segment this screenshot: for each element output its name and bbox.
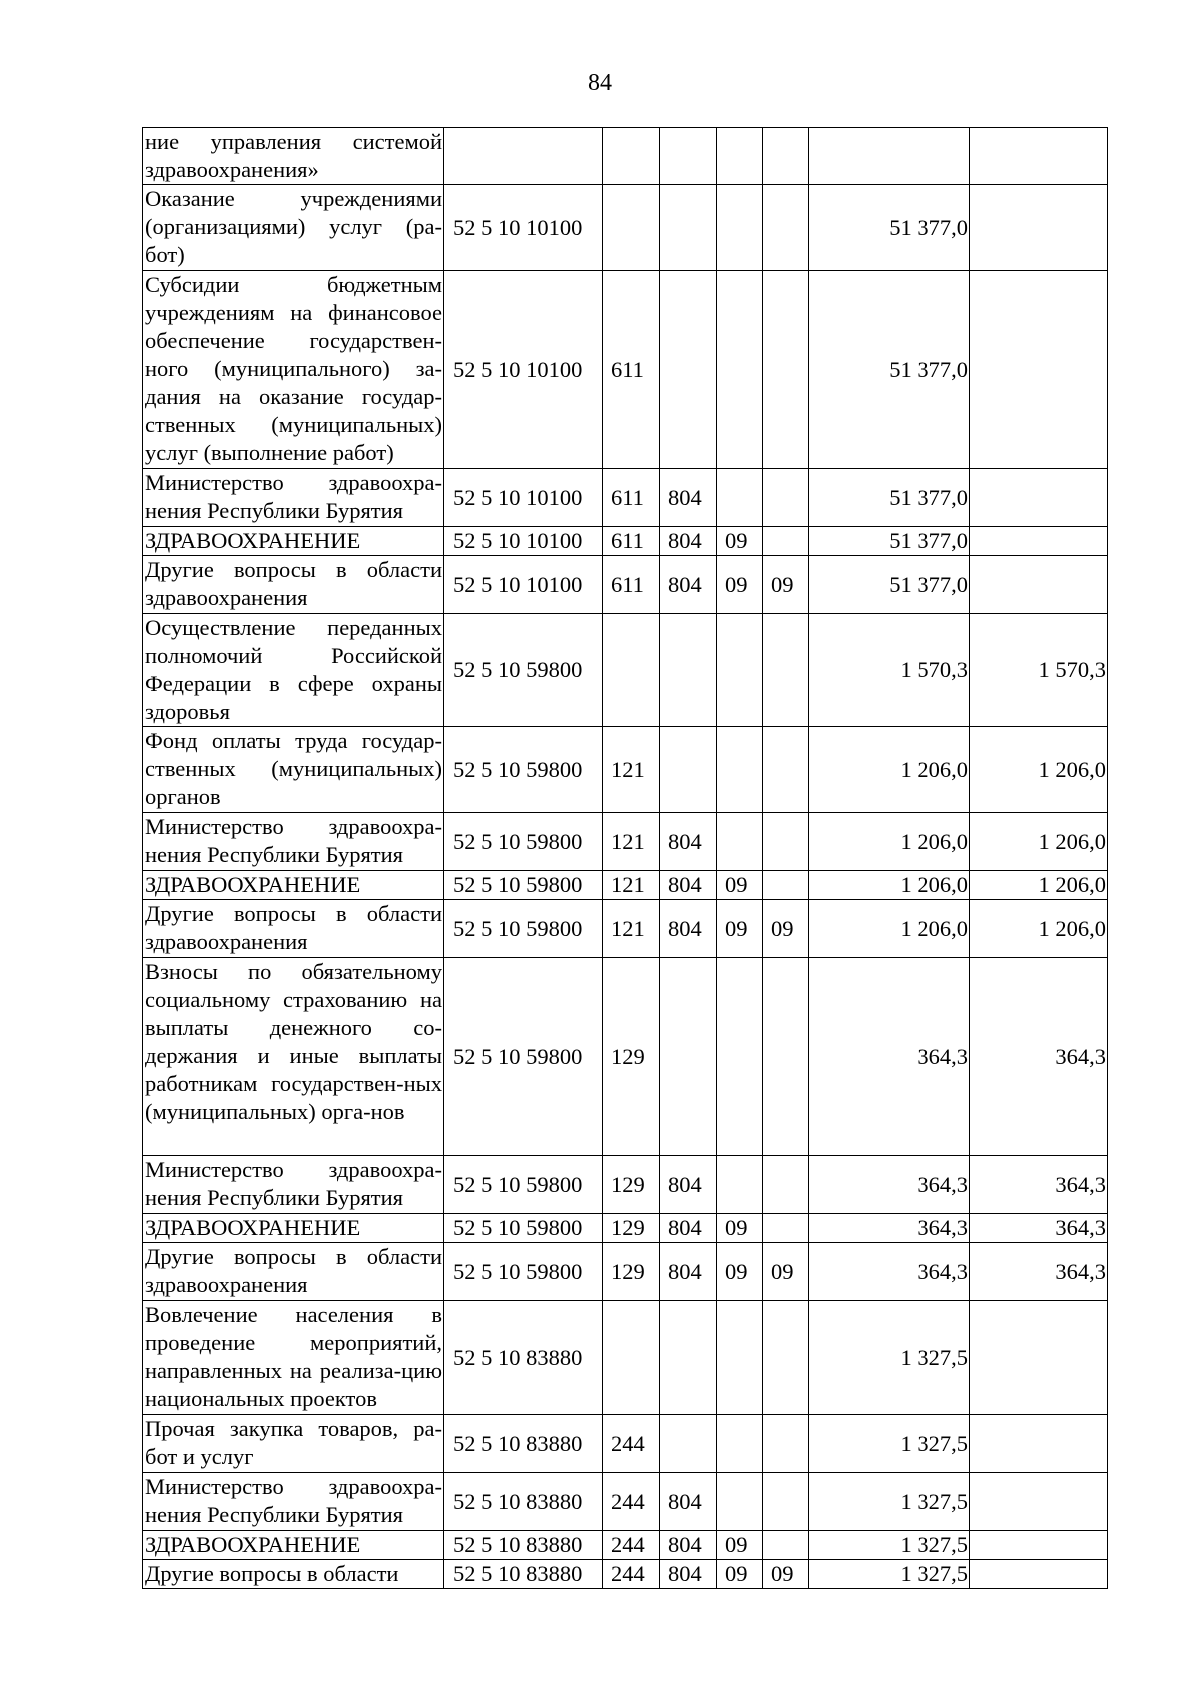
- row-sum-2: 1 206,0: [970, 900, 1108, 958]
- row-name: ЗДРАВООХРАНЕНИЕ: [143, 1214, 444, 1243]
- row-rz: 09: [717, 1560, 763, 1589]
- row-code: 52 5 10 59800: [444, 871, 603, 900]
- row-sum-2: 1 570,3: [970, 614, 1108, 727]
- row-sum-1: 51 377,0: [809, 556, 970, 614]
- row-pr: [763, 1214, 809, 1243]
- row-rz: 09: [717, 1531, 763, 1560]
- row-sum-2: [970, 1531, 1108, 1560]
- row-pr: [763, 958, 809, 1156]
- row-grbs: [660, 1301, 717, 1415]
- row-sum-1: 1 327,5: [809, 1415, 970, 1473]
- table-row: [143, 469, 1108, 527]
- row-vr: 611: [603, 527, 660, 556]
- row-sum-2: 364,3: [970, 1156, 1108, 1214]
- row-sum-1: 51 377,0: [809, 271, 970, 469]
- row-code: 52 5 10 83880: [444, 1415, 603, 1473]
- row-sum-1: 364,3: [809, 1156, 970, 1214]
- row-sum-1: 364,3: [809, 1214, 970, 1243]
- table-row: [143, 1531, 1108, 1560]
- table-row: [143, 185, 1108, 271]
- row-grbs: 804: [660, 527, 717, 556]
- table-row: [143, 1214, 1108, 1243]
- row-sum-1: 1 570,3: [809, 614, 970, 727]
- table-row: [143, 128, 1108, 185]
- row-name: Вовлечение населения в проведение мероприятий, направленных на реализа-цию национальных проектов: [143, 1301, 444, 1415]
- row-vr: 129: [603, 1243, 660, 1301]
- table-row: [143, 614, 1108, 727]
- row-code: 52 5 10 59800: [444, 1214, 603, 1243]
- row-grbs: 804: [660, 813, 717, 871]
- row-sum-1: 1 206,0: [809, 727, 970, 813]
- table-row: [143, 527, 1108, 556]
- row-sum-2: 364,3: [970, 1243, 1108, 1301]
- row-sum-1: [809, 128, 970, 185]
- row-sum-1: 1 327,5: [809, 1531, 970, 1560]
- row-name: Министерство здравоохра-нения Республики Бурятия: [143, 469, 444, 527]
- row-sum-2: [970, 1473, 1108, 1531]
- row-sum-2: [970, 271, 1108, 469]
- row-sum-2: [970, 527, 1108, 556]
- row-pr: 09: [763, 900, 809, 958]
- row-code: 52 5 10 59800: [444, 958, 603, 1156]
- table-row: [143, 1473, 1108, 1531]
- row-vr: 244: [603, 1531, 660, 1560]
- row-rz: [717, 128, 763, 185]
- row-code: 52 5 10 83880: [444, 1560, 603, 1589]
- row-pr: [763, 1531, 809, 1560]
- row-code: 52 5 10 59800: [444, 1243, 603, 1301]
- row-rz: 09: [717, 900, 763, 958]
- row-rz: 09: [717, 1214, 763, 1243]
- row-sum-1: 51 377,0: [809, 527, 970, 556]
- table-row: [143, 1156, 1108, 1214]
- row-rz: 09: [717, 527, 763, 556]
- row-rz: [717, 185, 763, 271]
- row-pr: [763, 185, 809, 271]
- row-pr: [763, 1415, 809, 1473]
- row-sum-1: 1 327,5: [809, 1560, 970, 1589]
- row-rz: [717, 958, 763, 1156]
- table-row: [143, 1560, 1108, 1589]
- row-name: Прочая закупка товаров, ра-бот и услуг: [143, 1415, 444, 1473]
- row-pr: 09: [763, 1560, 809, 1589]
- row-code: 52 5 10 83880: [444, 1473, 603, 1531]
- row-pr: [763, 128, 809, 185]
- row-vr: 129: [603, 1156, 660, 1214]
- row-code: 52 5 10 59800: [444, 900, 603, 958]
- row-sum-2: [970, 556, 1108, 614]
- row-code: 52 5 10 59800: [444, 1156, 603, 1214]
- row-sum-2: [970, 1301, 1108, 1415]
- row-pr: 09: [763, 556, 809, 614]
- row-vr: 244: [603, 1415, 660, 1473]
- row-code: 52 5 10 10100: [444, 271, 603, 469]
- row-vr: 244: [603, 1473, 660, 1531]
- row-pr: [763, 469, 809, 527]
- row-grbs: 804: [660, 900, 717, 958]
- row-vr: 611: [603, 271, 660, 469]
- row-vr: 129: [603, 1214, 660, 1243]
- row-vr: 129: [603, 958, 660, 1156]
- row-name: Министерство здравоохра-нения Республики Бурятия: [143, 813, 444, 871]
- row-sum-1: 1 206,0: [809, 900, 970, 958]
- table-row: [143, 958, 1108, 1156]
- row-name: Другие вопросы в области: [143, 1560, 444, 1589]
- row-code: 52 5 10 83880: [444, 1301, 603, 1415]
- row-grbs: [660, 185, 717, 271]
- row-sum-1: 364,3: [809, 958, 970, 1156]
- row-name: ЗДРАВООХРАНЕНИЕ: [143, 871, 444, 900]
- row-rz: [717, 813, 763, 871]
- row-rz: [717, 469, 763, 527]
- row-code: 52 5 10 59800: [444, 813, 603, 871]
- row-pr: [763, 871, 809, 900]
- row-sum-2: 1 206,0: [970, 871, 1108, 900]
- row-grbs: [660, 958, 717, 1156]
- table-row: [143, 271, 1108, 469]
- table-row: [143, 1415, 1108, 1473]
- row-sum-2: [970, 1560, 1108, 1589]
- row-name: Осуществление переданных полномочий Российской Федерации в сфере охраны здоровья: [143, 614, 444, 727]
- row-grbs: [660, 727, 717, 813]
- row-name: Другие вопросы в области здравоохранения: [143, 1243, 444, 1301]
- row-vr: [603, 128, 660, 185]
- row-sum-1: 1 206,0: [809, 871, 970, 900]
- row-rz: 09: [717, 871, 763, 900]
- row-sum-2: [970, 185, 1108, 271]
- row-rz: [717, 1415, 763, 1473]
- row-vr: 244: [603, 1560, 660, 1589]
- row-rz: [717, 614, 763, 727]
- table-row: [143, 813, 1108, 871]
- table-row: [143, 556, 1108, 614]
- row-sum-1: 1 327,5: [809, 1301, 970, 1415]
- row-pr: [763, 271, 809, 469]
- table-row: [143, 871, 1108, 900]
- row-code: 52 5 10 10100: [444, 185, 603, 271]
- row-code: 52 5 10 59800: [444, 727, 603, 813]
- row-name: Министерство здравоохра-нения Республики Бурятия: [143, 1156, 444, 1214]
- row-vr: 611: [603, 556, 660, 614]
- row-vr: 611: [603, 469, 660, 527]
- row-grbs: 804: [660, 1156, 717, 1214]
- row-grbs: 804: [660, 1214, 717, 1243]
- row-pr: [763, 614, 809, 727]
- row-sum-1: 51 377,0: [809, 185, 970, 271]
- row-grbs: [660, 614, 717, 727]
- budget-table: [142, 127, 1108, 1589]
- row-sum-2: 1 206,0: [970, 727, 1108, 813]
- row-name: Фонд оплаты труда государ-ственных (муниципальных) органов: [143, 727, 444, 813]
- row-sum-2: [970, 469, 1108, 527]
- row-code: [444, 128, 603, 185]
- row-code: 52 5 10 83880: [444, 1531, 603, 1560]
- row-grbs: 804: [660, 1243, 717, 1301]
- row-rz: [717, 1473, 763, 1531]
- row-pr: 09: [763, 1243, 809, 1301]
- row-grbs: 804: [660, 1560, 717, 1589]
- row-vr: 121: [603, 900, 660, 958]
- row-vr: 121: [603, 727, 660, 813]
- row-name: Министерство здравоохра-нения Республики Бурятия: [143, 1473, 444, 1531]
- row-sum-1: 1 327,5: [809, 1473, 970, 1531]
- row-name: Субсидии бюджетным учреждениям на финансовое обеспечение государствен-ного (муниципального) за-дания на оказание государ-ственных (муниципальных) услуг (выполнение работ): [143, 271, 444, 469]
- row-vr: [603, 185, 660, 271]
- table-row: [143, 1301, 1108, 1415]
- row-code: 52 5 10 10100: [444, 556, 603, 614]
- row-code: 52 5 10 59800: [444, 614, 603, 727]
- row-grbs: 804: [660, 1473, 717, 1531]
- row-grbs: 804: [660, 556, 717, 614]
- row-vr: 121: [603, 813, 660, 871]
- row-grbs: 804: [660, 1531, 717, 1560]
- row-sum-1: 364,3: [809, 1243, 970, 1301]
- row-code: 52 5 10 10100: [444, 527, 603, 556]
- row-name: ЗДРАВООХРАНЕНИЕ: [143, 1531, 444, 1560]
- table-row: [143, 727, 1108, 813]
- row-rz: [717, 271, 763, 469]
- row-vr: [603, 614, 660, 727]
- row-name: Другие вопросы в области здравоохранения: [143, 900, 444, 958]
- row-grbs: 804: [660, 871, 717, 900]
- row-pr: [763, 1301, 809, 1415]
- row-name: Оказание учреждениями (организациями) услуг (ра-бот): [143, 185, 444, 271]
- row-grbs: 804: [660, 469, 717, 527]
- row-grbs: [660, 128, 717, 185]
- row-pr: [763, 527, 809, 556]
- row-sum-2: 364,3: [970, 1214, 1108, 1243]
- page-number: 84: [588, 70, 612, 96]
- row-rz: [717, 727, 763, 813]
- row-sum-1: 1 206,0: [809, 813, 970, 871]
- row-name: ние управления системой здравоохранения»: [143, 128, 444, 185]
- row-grbs: [660, 1415, 717, 1473]
- row-sum-2: [970, 1415, 1108, 1473]
- row-pr: [763, 1473, 809, 1531]
- row-rz: [717, 1301, 763, 1415]
- row-pr: [763, 727, 809, 813]
- row-name: Другие вопросы в области здравоохранения: [143, 556, 444, 614]
- row-name: Взносы по обязательному социальному страхованию на выплаты денежного со-держания и иные выплаты работникам государствен-ных (муниципальных) орга-нов: [143, 958, 444, 1156]
- table-row: [143, 900, 1108, 958]
- row-rz: [717, 1156, 763, 1214]
- row-grbs: [660, 271, 717, 469]
- row-rz: 09: [717, 1243, 763, 1301]
- row-pr: [763, 1156, 809, 1214]
- row-sum-2: 364,3: [970, 958, 1108, 1156]
- row-rz: 09: [717, 556, 763, 614]
- row-vr: 121: [603, 871, 660, 900]
- row-sum-2: 1 206,0: [970, 813, 1108, 871]
- row-name: ЗДРАВООХРАНЕНИЕ: [143, 527, 444, 556]
- row-sum-2: [970, 128, 1108, 185]
- row-code: 52 5 10 10100: [444, 469, 603, 527]
- table-row: [143, 1243, 1108, 1301]
- row-pr: [763, 813, 809, 871]
- row-vr: [603, 1301, 660, 1415]
- row-sum-1: 51 377,0: [809, 469, 970, 527]
